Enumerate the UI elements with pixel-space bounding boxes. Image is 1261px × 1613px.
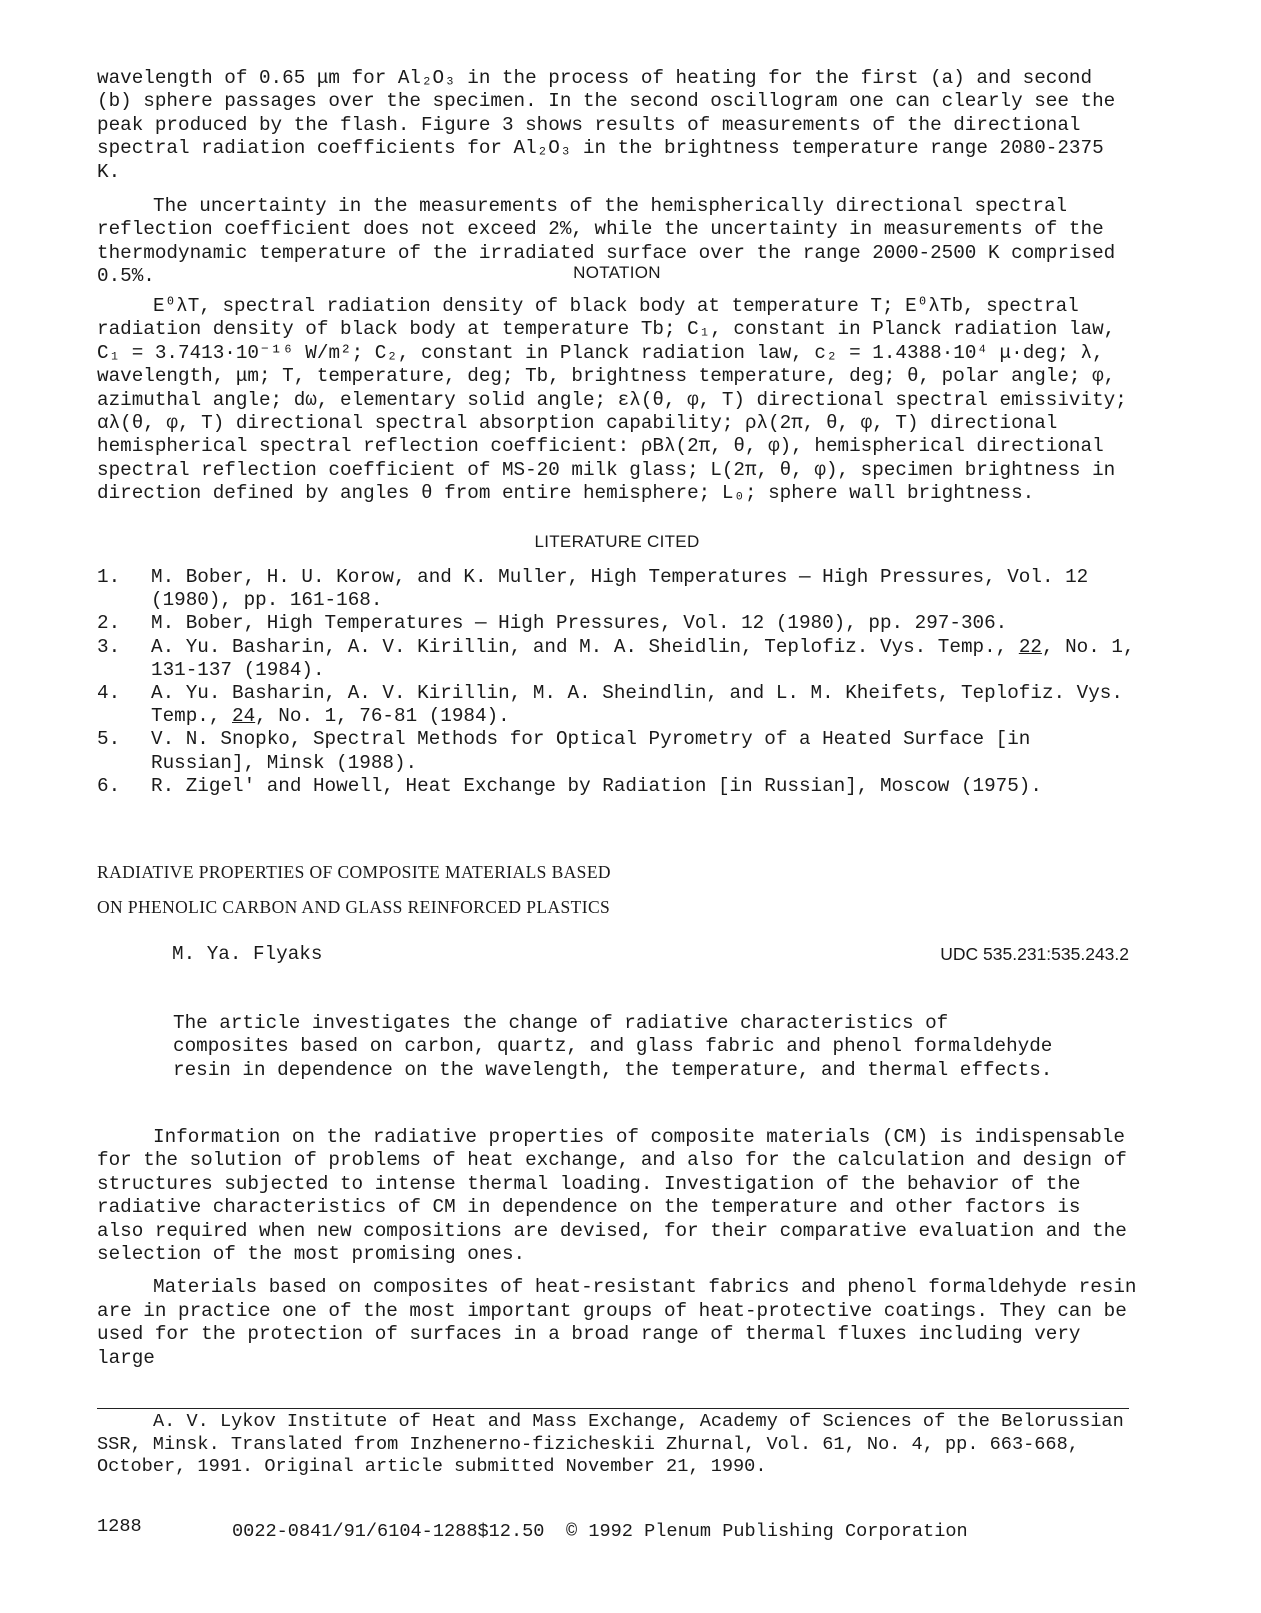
article-author: M. Ya. Flyaks — [172, 943, 323, 965]
reference-text: M. Bober, High Temperatures — High Pressures, Vol. 12 (1980), pp. 297-306. — [151, 612, 1008, 635]
article-abstract: The article investigates the change of radiative characteristics of composites based on carbon, quartz, and glass fabric and phenol formaldehyde resin in dependence on the wavelength, the temperature, and thermal effects. — [173, 1012, 1053, 1081]
reference-text-part: A. Yu. Basharin, A. V. Kirillin, and M. A. Sheidlin, Teplofiz. Vys. Temp., — [151, 635, 1019, 658]
literature-heading: LITERATURE CITED — [534, 532, 700, 551]
article-title-line-2: ON PHENOLIC CARBON AND GLASS REINFORCED PLASTICS — [97, 897, 611, 917]
notation-section — [97, 295, 1137, 506]
footnote-divider — [97, 1408, 1129, 1409]
notation-text: E⁰λT, spectral radiation density of black body at temperature T; E⁰λTb, spectral radiation density of black body at temperature Tb; C₁, constant in Planck radiation law, C₁ = 3.7413·10⁻¹⁶ W/m²; C₂, constant in Planck radiation law, c₂ = 1.4388·10⁴ μ·deg; λ, wavelength, μm; T, temperature, deg; Tb, brightness temperature, deg; θ, polar angle; φ, azimuthal angle; dω, elementary solid angle; ελ(θ, φ, T) directional spectral emissivity; αλ(θ, φ, T) directional spectral absorption capability; ρλ(2π, θ, φ, T) directional hemispherical spectral reflection coefficient: ρBλ(2π, θ, φ), hemispherical directional spectral reflection coefficient of MS-20 milk glass; L(2π, θ, φ), specimen brightness in direction defined by angles θ from entire hemisphere; L₀; sphere wall brightness. — [97, 295, 1127, 505]
reference-number: 1. — [97, 566, 121, 588]
reference-item — [97, 682, 1137, 728]
intro-paragraph-2: The uncertainty in the measurements of the hemispherically directional spectral reflection coefficient does not exceed 2%, while the uncertainty in measurements of the thermodynamic temperature of the irradiated surface over the range 2000-2500 K comprised 0.5%. — [97, 195, 1116, 288]
reference-item — [97, 566, 1137, 612]
body-paragraph-1: Information on the radiative properties of composite materials (CM) is indispensable for the solution of problems of heat exchange, and also for the calculation and design of structures subjected to intense thermal loading. Investigation of the behavior of the radiative characteristics of CM in dependence on the temperature and other factors is also required when new compositions are devised, for their comparative evaluation and the selection of the most promising ones. — [97, 1126, 1127, 1266]
intro-section — [97, 67, 1137, 289]
footnote — [97, 1411, 1137, 1479]
intro-paragraph-1: wavelength of 0.65 μm for Al₂O₃ in the process of heating for the first (a) and second (b) sphere passages over the specimen. In the second oscillogram one can clearly see the peak produced by the flash. Figure 3 shows results of measurements of the directional spectral radiation coefficients for Al₂O₃ in the brightness temperature range 2080-2375 K. — [97, 67, 1116, 183]
reference-text-part: , No. 1, 76-81 (1984). — [255, 705, 510, 728]
reference-item — [97, 728, 1137, 774]
reference-number: 3. — [97, 635, 121, 658]
reference-number: 6. — [97, 774, 121, 797]
reference-text: V. N. Snopko, Spectral Methods for Optical Pyrometry of a Heated Surface [in Russian], Minsk (1988). — [151, 728, 1031, 774]
reference-text — [151, 636, 1137, 682]
page-number: 1288 — [97, 1516, 142, 1537]
reference-text: M. Bober, H. U. Korow, and K. Muller, High Temperatures — High Pressures, Vol. 12 (1980), pp. 161-168. — [151, 566, 1089, 612]
publication-code: 0022-0841/91/6104-1288$12.50 — [232, 1521, 545, 1542]
udc-code: UDC 535.231:535.243.2 — [940, 944, 1129, 964]
reference-number: 2. — [97, 612, 121, 635]
reference-number: 5. — [97, 728, 121, 751]
reference-volume: 24 — [232, 705, 256, 728]
reference-volume: 22 — [1018, 635, 1042, 658]
reference-text — [151, 682, 1137, 728]
article-body — [97, 1126, 1137, 1370]
reference-text: R. Zigel' and Howell, Heat Exchange by Radiation [in Russian], Moscow (1975). — [151, 774, 1042, 797]
reference-text-part: , No. 1, 131-137 (1984). — [151, 635, 1135, 681]
reference-item — [97, 775, 1137, 798]
reference-item — [97, 612, 1137, 635]
body-paragraph-2: Materials based on composites of heat-resistant fabrics and phenol formaldehyde resin are in practice one of the most important groups of heat-protective coatings. They can be used for the protection of surfaces in a broad range of thermal fluxes including very large — [97, 1276, 1137, 1369]
copyright-line: © 1992 Plenum Publishing Corporation — [566, 1521, 968, 1542]
reference-text-part: A. Yu. Basharin, A. V. Kirillin, M. A. Sheindlin, and L. M. Kheifets, Teplofiz. Vys. Temp., — [151, 682, 1123, 728]
reference-number: 4. — [97, 682, 121, 705]
reference-list — [97, 566, 1137, 798]
reference-item — [97, 636, 1137, 682]
article-title-line-1: RADIATIVE PROPERTIES OF COMPOSITE MATERIALS BASED — [97, 862, 611, 882]
notation-heading: NOTATION — [573, 263, 661, 282]
footnote-text: A. V. Lykov Institute of Heat and Mass Exchange, Academy of Sciences of the Belorussian SSR, Minsk. Translated from Inzhenerno-fizicheskii Zhurnal, Vol. 61, No. 4, pp. 663-668, October, 1991. Original article submitted November 21, 1990. — [97, 1411, 1124, 1478]
